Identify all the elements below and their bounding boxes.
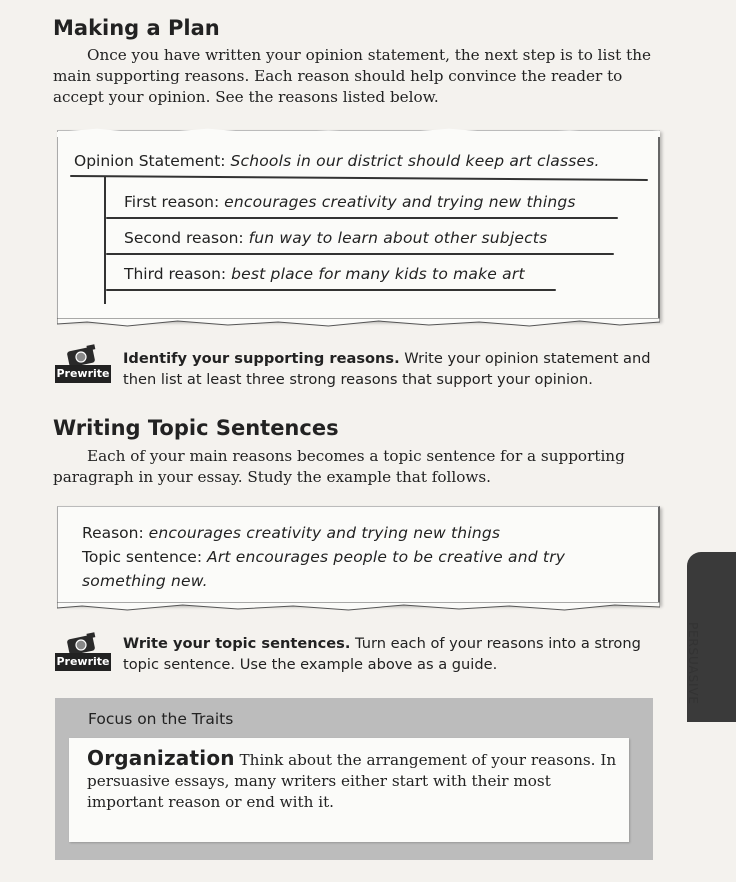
prewrite-label: Prewrite xyxy=(55,653,111,671)
camera-icon xyxy=(65,343,101,367)
torn-edge-top xyxy=(57,127,660,137)
reason-1-text: encourages creativity and trying new things xyxy=(224,193,576,211)
reason-2-label: Second reason: xyxy=(124,229,244,247)
traits-title: Focus on the Traits xyxy=(88,710,234,728)
reason-label: Reason: xyxy=(82,524,144,542)
example-reason xyxy=(82,524,500,542)
topic-text-line-2: something new. xyxy=(82,572,208,590)
reason-text: encourages creativity and trying new things xyxy=(148,524,501,542)
prewrite-label: Prewrite xyxy=(55,365,111,383)
reason-1-label: First reason: xyxy=(124,193,220,211)
underline xyxy=(70,175,648,181)
section-heading-making-plan: Making a Plan xyxy=(53,16,220,40)
persuasive-label: PERSUASIVE xyxy=(686,622,700,705)
reason-2 xyxy=(124,229,547,247)
task-text: Turn each of your reasons into a strong topic sentence. Use the example above as a guide. xyxy=(123,635,641,673)
traits-text xyxy=(87,748,617,813)
torn-edge xyxy=(57,318,660,328)
prewrite-badge xyxy=(55,631,111,673)
opinion-reasons-note xyxy=(57,130,660,321)
task-bold: Write your topic sentences. xyxy=(123,635,351,652)
topic-sentences-intro: Each of your main reasons becomes a topic sentence for a supporting paragraph in your essay. Study the example that follows. xyxy=(53,447,625,486)
prewrite-badge xyxy=(55,343,111,385)
task-bold: Identify your supporting reasons. xyxy=(123,350,400,367)
traits-panel xyxy=(55,698,653,860)
reason-1 xyxy=(124,193,576,211)
example-topic-sentence xyxy=(82,548,565,566)
underline xyxy=(106,253,614,255)
camera-icon xyxy=(65,631,101,655)
prewrite-task-topic xyxy=(123,633,663,675)
bracket-line xyxy=(104,177,106,304)
opinion-text: Schools in our district should keep art classes. xyxy=(230,152,600,170)
reason-3-text: best place for many kids to make art xyxy=(231,265,525,283)
topic-sentence-note xyxy=(57,506,660,605)
task-text: Write your opinion statement and then list at least three strong reasons that support your opinion. xyxy=(123,350,651,388)
trait-term: Organization xyxy=(87,746,235,770)
section-heading-topic-sentences: Writing Topic Sentences xyxy=(53,416,339,440)
opinion-label: Opinion Statement: xyxy=(74,152,226,170)
trait-description: Think about the arrangement of your reasons. In persuasive essays, many writers either start with their most important reason or end with it. xyxy=(87,751,617,811)
topic-label: Topic sentence: xyxy=(82,548,203,566)
reason-3-label: Third reason: xyxy=(124,265,227,283)
making-plan-intro: Once you have written your opinion statement, the next step is to list the main supporting reasons. Each reason should help convince the reader to accept your opinion. See the reasons listed below. xyxy=(53,46,651,106)
opinion-statement xyxy=(74,152,600,170)
torn-edge xyxy=(57,602,660,612)
underline xyxy=(106,289,556,291)
side-tab-label xyxy=(680,622,710,718)
reason-2-text: fun way to learn about other subjects xyxy=(248,229,548,247)
prewrite-task-reasons xyxy=(123,348,663,390)
traits-card xyxy=(69,738,629,842)
topic-text-line-1: Art encourages people to be creative and try xyxy=(207,548,566,566)
underline xyxy=(106,217,618,219)
reason-3 xyxy=(124,265,525,283)
